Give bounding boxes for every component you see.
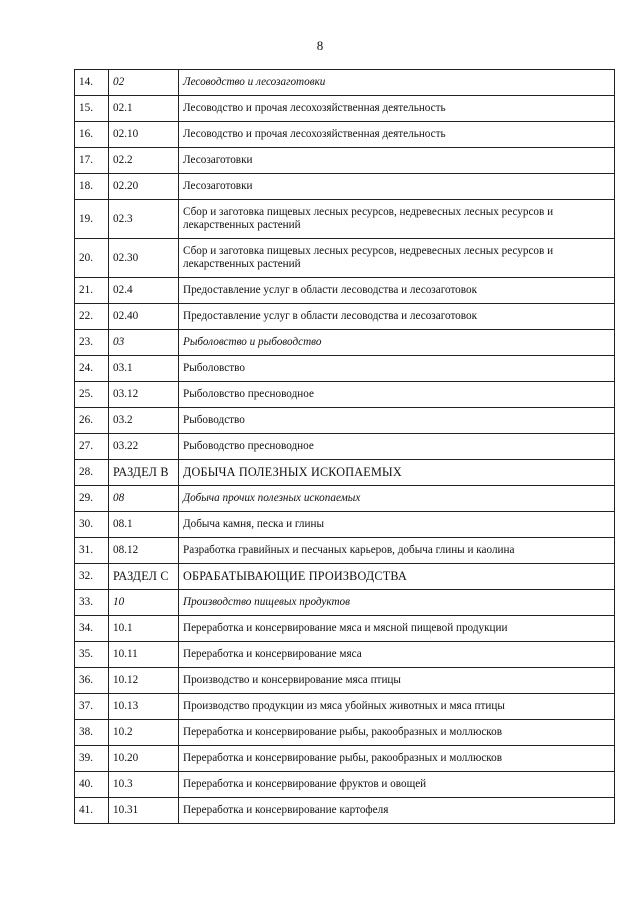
activity-name-cell: Рыболовство (179, 356, 615, 382)
code-cell: 10.12 (109, 668, 179, 694)
activity-name-cell: Переработка и консервирование рыбы, ракообразных и моллюсков (179, 746, 615, 772)
row-number-cell: 19. (75, 200, 109, 239)
code-cell: 02.4 (109, 278, 179, 304)
code-cell: 10 (109, 590, 179, 616)
activity-name-cell: Рыбоводство (179, 408, 615, 434)
activity-name-cell: Сбор и заготовка пищевых лесных ресурсов, недревесных лесных ресурсов и лекарственных растений (179, 239, 615, 278)
table-row (75, 512, 615, 538)
row-number-cell: 16. (75, 122, 109, 148)
row-number-cell: 21. (75, 278, 109, 304)
activity-name-cell: Рыбоводство пресноводное (179, 434, 615, 460)
row-number-cell: 18. (75, 174, 109, 200)
code-cell: 02.10 (109, 122, 179, 148)
table-row (75, 70, 615, 96)
code-cell: 10.13 (109, 694, 179, 720)
table-row (75, 538, 615, 564)
code-cell: 08 (109, 486, 179, 512)
row-number-cell: 35. (75, 642, 109, 668)
code-cell: 03.2 (109, 408, 179, 434)
table-row (75, 720, 615, 746)
table-row (75, 122, 615, 148)
activity-name-cell: ДОБЫЧА ПОЛЕЗНЫХ ИСКОПАЕМЫХ (179, 460, 615, 486)
code-cell: 08.1 (109, 512, 179, 538)
activity-name-cell: Переработка и консервирование картофеля (179, 798, 615, 824)
row-number-cell: 27. (75, 434, 109, 460)
table-row (75, 200, 615, 239)
table-row (75, 148, 615, 174)
activity-name-cell: Переработка и консервирование фруктов и овощей (179, 772, 615, 798)
row-number-cell: 24. (75, 356, 109, 382)
table-row (75, 278, 615, 304)
activity-name-cell: Производство пищевых продуктов (179, 590, 615, 616)
code-cell: 02.30 (109, 239, 179, 278)
table-row (75, 564, 615, 590)
table-row (75, 434, 615, 460)
code-cell: 03.1 (109, 356, 179, 382)
activity-name-cell: Переработка и консервирование мяса и мясной пищевой продукции (179, 616, 615, 642)
row-number-cell: 23. (75, 330, 109, 356)
activity-name-cell: Добыча прочих полезных ископаемых (179, 486, 615, 512)
table-row (75, 642, 615, 668)
activity-name-cell: Сбор и заготовка пищевых лесных ресурсов, недревесных лесных ресурсов и лекарственных растений (179, 200, 615, 239)
activity-name-cell: Разработка гравийных и песчаных карьеров, добыча глины и каолина (179, 538, 615, 564)
code-cell: 03.22 (109, 434, 179, 460)
table-row (75, 382, 615, 408)
row-number-cell: 32. (75, 564, 109, 590)
activity-name-cell: Производство и консервирование мяса птицы (179, 668, 615, 694)
activity-name-cell: Производство продукции из мяса убойных животных и мяса птицы (179, 694, 615, 720)
table-row (75, 798, 615, 824)
table-row (75, 96, 615, 122)
row-number-cell: 37. (75, 694, 109, 720)
code-cell: 02.2 (109, 148, 179, 174)
code-cell: 02.3 (109, 200, 179, 239)
row-number-cell: 36. (75, 668, 109, 694)
page-number: 8 (316, 38, 324, 53)
code-cell: РАЗДЕЛ B (109, 460, 179, 486)
code-cell: 02.1 (109, 96, 179, 122)
activity-name-cell: Рыболовство и рыбоводство (179, 330, 615, 356)
table-row (75, 356, 615, 382)
code-cell: 02.20 (109, 174, 179, 200)
code-cell: 03 (109, 330, 179, 356)
code-cell: 03.12 (109, 382, 179, 408)
row-number-cell: 34. (75, 616, 109, 642)
row-number-cell: 38. (75, 720, 109, 746)
code-cell: РАЗДЕЛ C (109, 564, 179, 590)
row-number-cell: 40. (75, 772, 109, 798)
table-row (75, 590, 615, 616)
row-number-cell: 33. (75, 590, 109, 616)
activity-name-cell: Рыболовство пресноводное (179, 382, 615, 408)
row-number-cell: 17. (75, 148, 109, 174)
classifier-table (74, 69, 615, 824)
row-number-cell: 28. (75, 460, 109, 486)
activity-name-cell: Лесоводство и лесозаготовки (179, 70, 615, 96)
activity-name-cell: Предоставление услуг в области лесоводства и лесозаготовок (179, 304, 615, 330)
activity-name-cell: Переработка и консервирование рыбы, ракообразных и моллюсков (179, 720, 615, 746)
classifier-table-body (75, 70, 615, 824)
table-row (75, 174, 615, 200)
code-cell: 10.11 (109, 642, 179, 668)
table-row (75, 746, 615, 772)
table-row (75, 668, 615, 694)
table-row (75, 330, 615, 356)
row-number-cell: 30. (75, 512, 109, 538)
code-cell: 10.31 (109, 798, 179, 824)
row-number-cell: 15. (75, 96, 109, 122)
row-number-cell: 39. (75, 746, 109, 772)
code-cell: 02.40 (109, 304, 179, 330)
activity-name-cell: Лесоводство и прочая лесохозяйственная деятельность (179, 122, 615, 148)
table-row (75, 304, 615, 330)
row-number-cell: 41. (75, 798, 109, 824)
table-row (75, 239, 615, 278)
code-cell: 10.2 (109, 720, 179, 746)
row-number-cell: 20. (75, 239, 109, 278)
activity-name-cell: Предоставление услуг в области лесоводства и лесозаготовок (179, 278, 615, 304)
row-number-cell: 26. (75, 408, 109, 434)
activity-name-cell: Лесозаготовки (179, 174, 615, 200)
activity-name-cell: Переработка и консервирование мяса (179, 642, 615, 668)
code-cell: 10.1 (109, 616, 179, 642)
row-number-cell: 14. (75, 70, 109, 96)
row-number-cell: 22. (75, 304, 109, 330)
code-cell: 10.3 (109, 772, 179, 798)
code-cell: 10.20 (109, 746, 179, 772)
table-row (75, 772, 615, 798)
table-row (75, 694, 615, 720)
row-number-cell: 25. (75, 382, 109, 408)
code-cell: 02 (109, 70, 179, 96)
activity-name-cell: ОБРАБАТЫВАЮЩИЕ ПРОИЗВОДСТВА (179, 564, 615, 590)
code-cell: 08.12 (109, 538, 179, 564)
table-row (75, 616, 615, 642)
activity-name-cell: Лесоводство и прочая лесохозяйственная деятельность (179, 96, 615, 122)
table-row (75, 460, 615, 486)
table-row (75, 408, 615, 434)
activity-name-cell: Лесозаготовки (179, 148, 615, 174)
row-number-cell: 29. (75, 486, 109, 512)
activity-name-cell: Добыча камня, песка и глины (179, 512, 615, 538)
table-row (75, 486, 615, 512)
row-number-cell: 31. (75, 538, 109, 564)
